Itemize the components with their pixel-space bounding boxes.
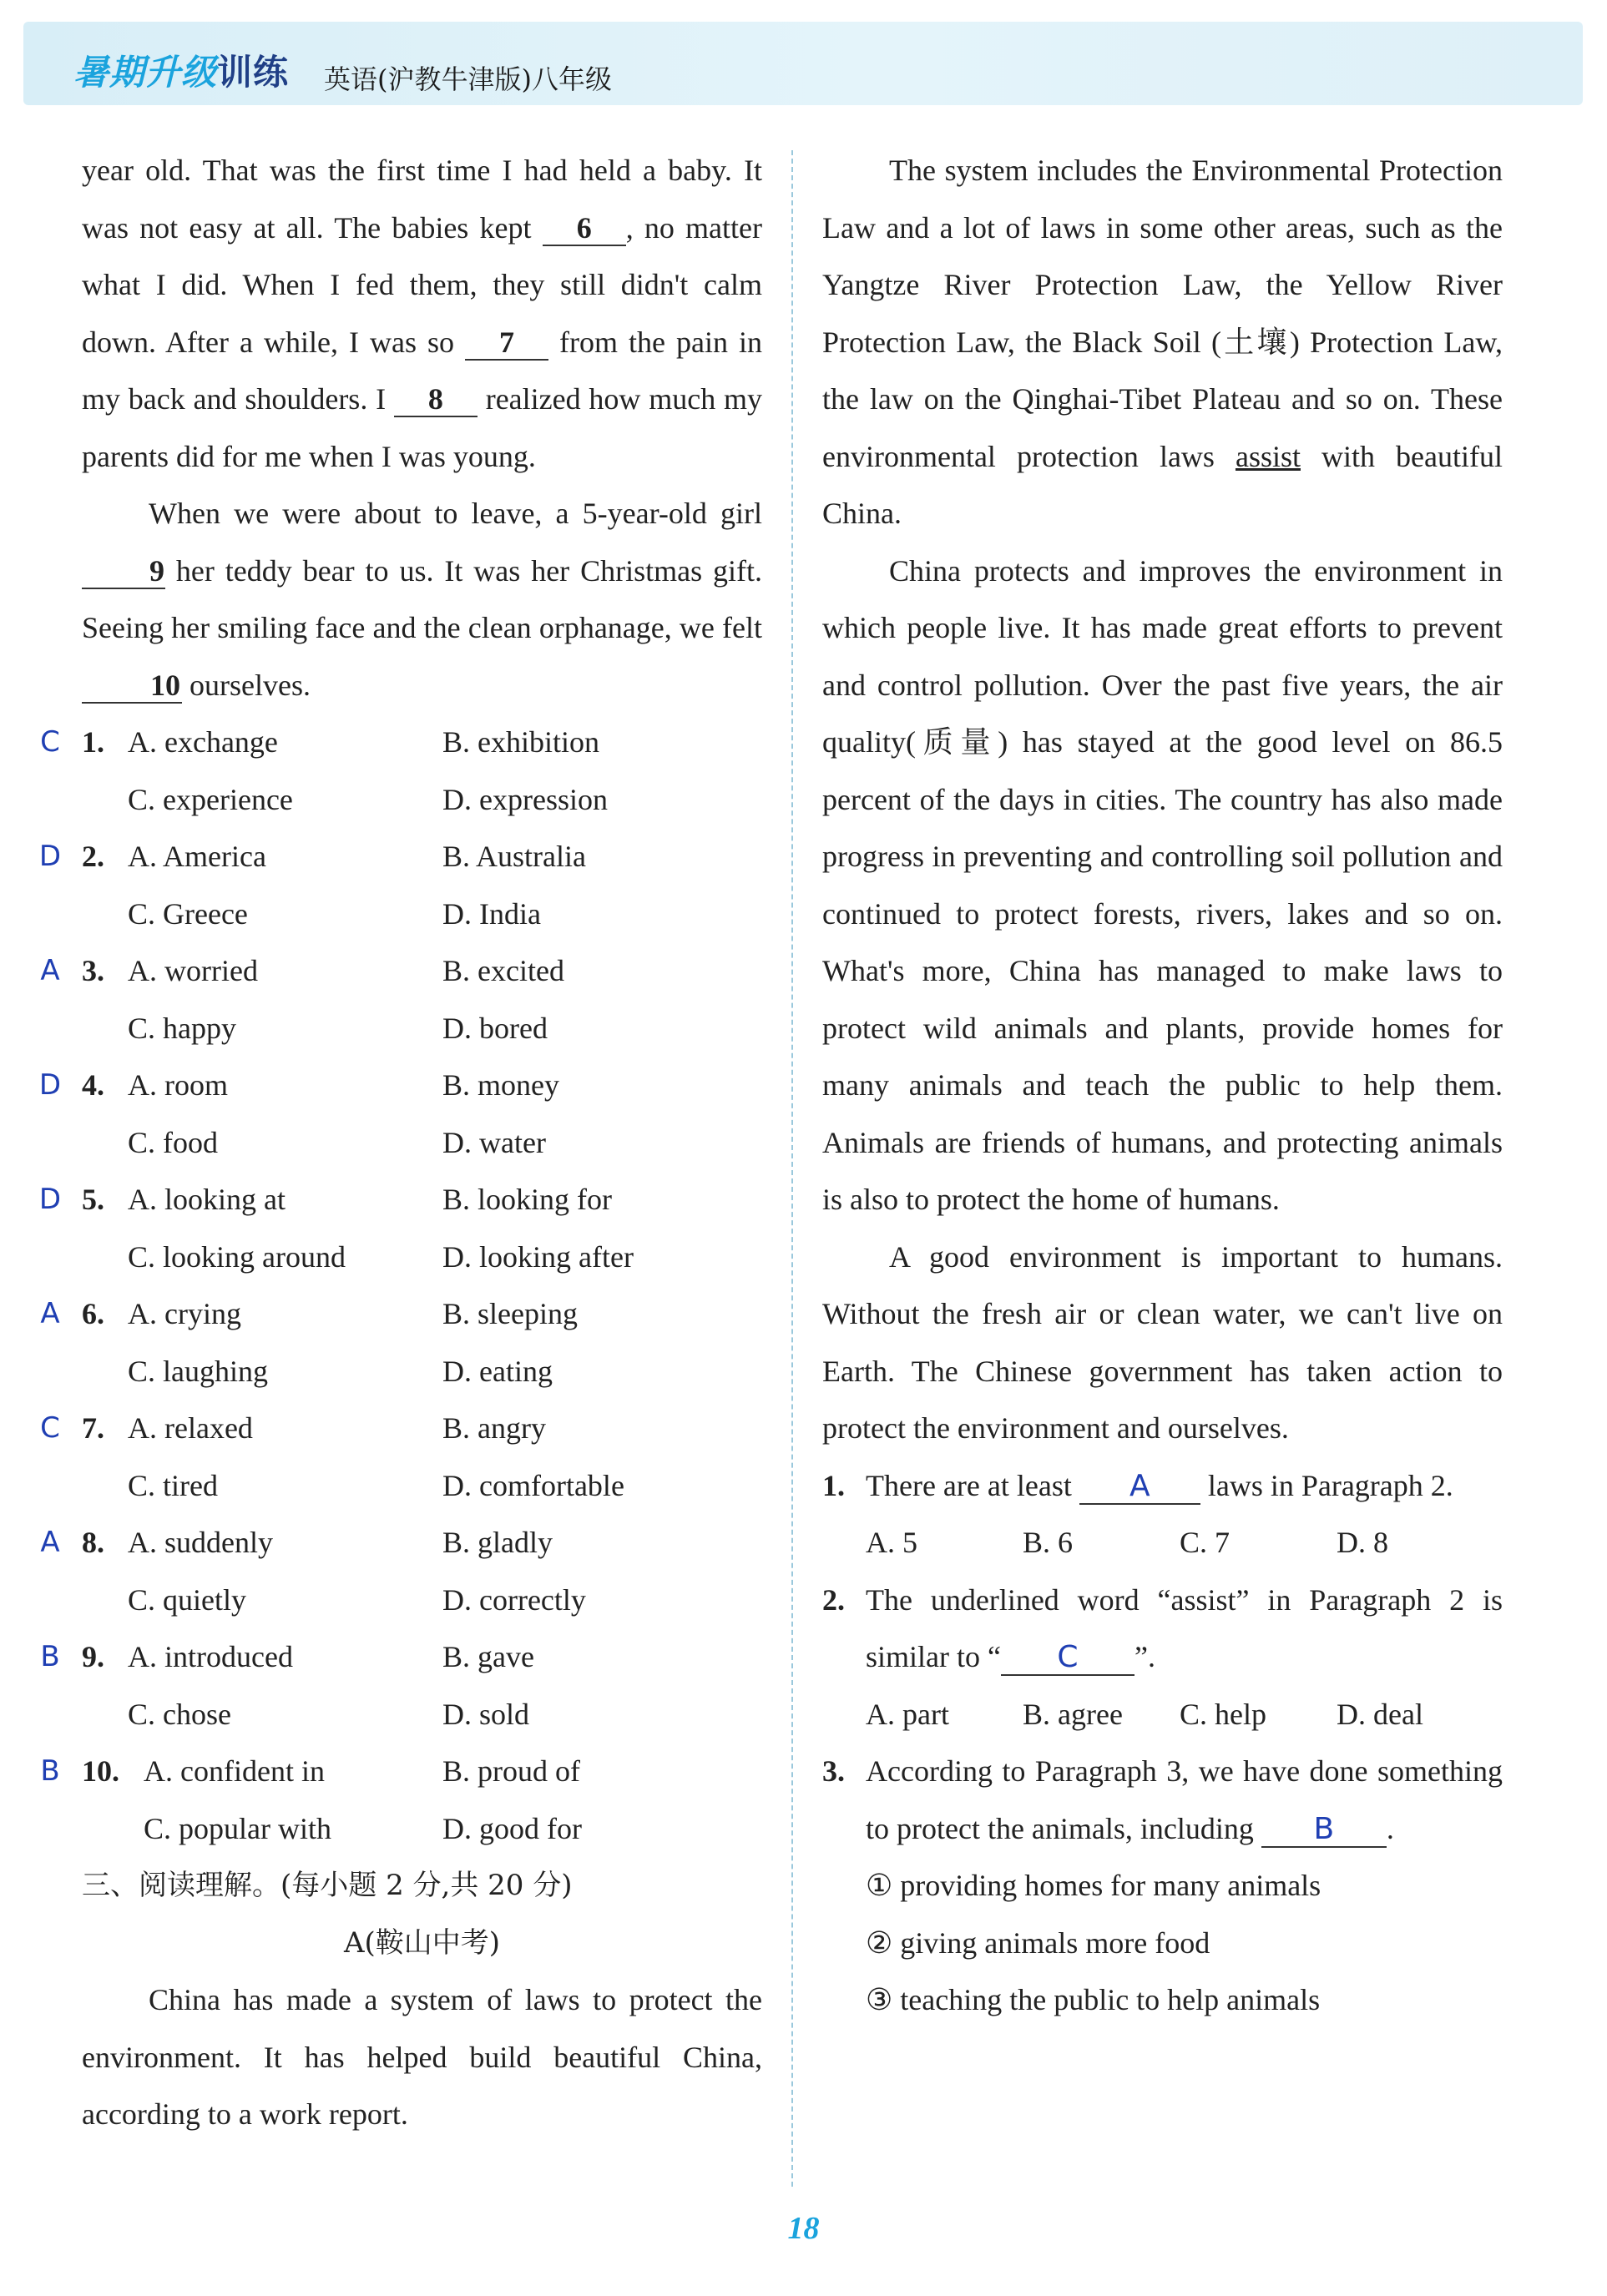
option-d: D. India [442, 896, 541, 931]
cloze-paragraph-2 [82, 485, 762, 714]
question-number: 2. [82, 840, 104, 873]
cloze-question-1 [40, 714, 762, 771]
cloze-paragraph-1 [82, 142, 762, 485]
answer-mark: A [40, 1297, 60, 1330]
cloze-question-9 [40, 1628, 762, 1686]
reading-paragraph-3: China protects and improves the environment in which people live. It has made great efforts to prevent and control pollution. Over the past five years, the air quality(质量) has stayed at the good level on 86.5 percent of the days in cities. The country has also made progress in preventing and controlling soil pollution and continued to protect forests, rivers, lakes and so on. What's more, China has managed to make laws to protect wild animals and plants, provide homes for many animals and teach the public to help them. Animals are friends of humans, and protecting animals is also to protect the home of humans. [822, 553, 1503, 1216]
cloze-question-4-row-2 [82, 1114, 762, 1172]
text: The system includes the Environmental Protection Law and a lot of laws in some other areas, such as the Yangtze River Protection Law, the Yellow River Protection Law, the Black Soil (土壤) Protection Law, the law on the Qinghai-Tibet Plateau and so on. These environmental protection laws [822, 154, 1503, 473]
option-d: D. good for [442, 1811, 582, 1845]
answer-mark: C [40, 1411, 60, 1445]
question-number: 4. [82, 1068, 104, 1102]
option-a: A. suddenly [128, 1526, 273, 1559]
text: ourselves. [182, 668, 311, 702]
question-number: 10. [82, 1754, 119, 1788]
option-a: A. worried [128, 954, 258, 987]
brand-logo [73, 45, 289, 95]
cloze-question-list [38, 714, 762, 1857]
option-d: D. looking after [442, 1239, 634, 1274]
page-number: 18 [787, 2211, 820, 2246]
option-d: D. eating [442, 1354, 553, 1388]
text: , no matter what I did. When I fed them, they still didn't calm down. After a while, I was so [82, 210, 763, 359]
section-title: 三、阅读理解。(每小题 2 分,共 20 分) [82, 1869, 573, 1902]
reading-question-3 [822, 1743, 1503, 1857]
option-b: B. excited [442, 954, 564, 987]
option-a: A. exchange [128, 725, 278, 759]
question-3-item-1: ① providing homes for many animals [866, 1869, 1321, 1902]
cloze-question-6 [40, 1285, 762, 1343]
answer-blank [1001, 1640, 1135, 1676]
reading-paragraph-2 [822, 142, 1503, 542]
question-text: The underlined word “assist” in Paragraph 2 is similar to “ [866, 1582, 1503, 1673]
answer-mark: C [40, 725, 60, 759]
filled-answer: A [1129, 1468, 1150, 1503]
question-text: laws in Paragraph 2. [1200, 1468, 1453, 1502]
choice: B. 6 [1023, 1526, 1074, 1559]
cloze-question-2 [38, 828, 762, 886]
reading-question-2 [822, 1572, 1503, 1686]
option-c: C. popular with [144, 1811, 331, 1845]
option-c: C. happy [128, 1011, 236, 1045]
option-d: D. expression [442, 782, 608, 816]
question-number: 5. [82, 1183, 104, 1216]
question-text: According to Paragraph 3, we have done something to protect the animals, including [866, 1754, 1503, 1845]
underlined-word: assist [1235, 439, 1301, 473]
question-number: 9. [82, 1640, 104, 1673]
cloze-question-6-row-2 [82, 1343, 762, 1400]
filled-answer: C [1057, 1640, 1079, 1674]
cloze-question-7-row-2 [82, 1457, 762, 1515]
answer-mark: D [38, 1068, 62, 1102]
cloze-question-3-row-2 [82, 1000, 762, 1057]
option-c: C. quietly [128, 1582, 246, 1617]
answer-mark: B [40, 1754, 60, 1788]
choice: D. 8 [1337, 1526, 1388, 1559]
filled-answer: B [1313, 1811, 1335, 1846]
text: with beautiful China. [822, 439, 1503, 530]
option-b: B. gave [442, 1640, 534, 1673]
option-a: A. room [128, 1068, 228, 1102]
blank-9: 9 [82, 554, 165, 589]
option-d: D. bored [442, 1011, 548, 1045]
cloze-question-7 [40, 1400, 762, 1457]
option-d: D. sold [442, 1697, 530, 1731]
blank-10: 10 [82, 669, 182, 704]
text: When we were about to leave, a 5-year-old girl [149, 497, 762, 530]
option-d: D. water [442, 1125, 546, 1159]
cloze-question-8 [40, 1514, 762, 1572]
text: year old. That was the first time I had held a baby. It was not easy at all. The babies kept [82, 154, 762, 245]
text: realized how much my parents did for me when I was young. [82, 382, 763, 473]
question-text: ”. [1134, 1640, 1155, 1673]
blank-7: 7 [465, 325, 548, 361]
passage-label: A(鞍山中考) [343, 1925, 501, 1960]
brand-text-b: 训练 [217, 52, 290, 93]
answer-mark: D [38, 1183, 62, 1216]
answer-mark: B [40, 1640, 60, 1673]
cloze-question-9-row-2 [82, 1686, 762, 1743]
question-number: 1. [822, 1468, 845, 1502]
reading-question-1 [822, 1457, 1503, 1515]
option-a: A. crying [128, 1297, 241, 1330]
option-c: C. Greece [128, 896, 248, 931]
cloze-question-10 [40, 1743, 762, 1800]
cloze-question-8-row-2 [82, 1572, 762, 1629]
cloze-question-10-row-2 [82, 1800, 762, 1858]
option-c: C. food [128, 1125, 218, 1159]
blank-6: 6 [543, 211, 626, 246]
cloze-question-5-row-2 [82, 1229, 762, 1286]
option-b: B. proud of [442, 1754, 580, 1788]
choice: B. agree [1023, 1697, 1123, 1731]
answer-mark: A [40, 954, 60, 987]
column-divider [791, 150, 793, 2187]
option-d: D. comfortable [442, 1468, 624, 1502]
question-number: 3. [822, 1754, 845, 1788]
question-number: 6. [82, 1297, 104, 1330]
option-c: C. tired [128, 1468, 218, 1502]
cloze-question-5 [38, 1171, 762, 1229]
option-c: C. laughing [128, 1354, 268, 1388]
question-number: 8. [82, 1526, 104, 1559]
question-number: 1. [82, 725, 104, 759]
question-number: 3. [82, 954, 104, 987]
option-b: B. money [442, 1068, 559, 1102]
option-a: A. relaxed [128, 1411, 253, 1445]
cloze-question-1-row-2 [82, 771, 762, 829]
left-column [38, 142, 763, 2143]
reading-paragraph-4: A good environment is important to humans. Without the fresh air or clean water, we can't live on Earth. The Chinese government has taken action to protect the environment and ourselves. [822, 1239, 1503, 1445]
cloze-question-2-row-2 [82, 886, 762, 943]
cloze-question-3 [40, 942, 762, 1000]
blank-8: 8 [394, 382, 478, 417]
answer-mark: D [38, 840, 62, 873]
subject-title: 英语(沪教牛津版)八年级 [324, 63, 612, 95]
text: her teddy bear to us. It was her Christmas gift. Seeing her smiling face and the clean orphanage, we felt [82, 553, 762, 644]
question-3-item-3: ③ teaching the public to help animals [866, 1983, 1321, 2016]
question-number: 2. [822, 1582, 845, 1617]
option-b: B. sleeping [442, 1297, 578, 1330]
text: from the pain in my back and shoulders. I [82, 325, 762, 416]
answer-blank [1261, 1812, 1387, 1848]
choice: C. help [1180, 1697, 1266, 1731]
option-c: C. looking around [128, 1239, 346, 1274]
choice: D. deal [1337, 1697, 1423, 1731]
question-number: 7. [82, 1411, 104, 1445]
option-b: B. Australia [442, 840, 586, 873]
question-text: There are at least [866, 1468, 1079, 1502]
option-b: B. angry [442, 1411, 546, 1445]
option-b: B. looking for [442, 1183, 612, 1216]
choice: A. 5 [866, 1526, 917, 1559]
choice: A. part [866, 1697, 949, 1731]
question-2-choices [822, 1686, 1503, 1743]
right-column [822, 142, 1503, 2029]
cloze-question-4 [38, 1057, 762, 1114]
page-header [23, 22, 1583, 105]
question-1-choices [822, 1514, 1503, 1572]
option-a: A. America [128, 840, 266, 873]
brand-text-a: 暑期升级 [73, 52, 218, 93]
reading-paragraph-1: China has made a system of laws to protect the environment. It has helped build beautiful China, according to a work report. [82, 1983, 762, 2131]
option-b: B. gladly [442, 1526, 553, 1559]
option-a: A. looking at [128, 1183, 286, 1216]
option-a: A. introduced [128, 1640, 293, 1673]
option-b: B. exhibition [442, 725, 599, 759]
answer-mark: A [40, 1526, 60, 1559]
option-c: C. chose [128, 1697, 231, 1731]
option-d: D. correctly [442, 1582, 586, 1617]
answer-blank [1079, 1469, 1200, 1505]
question-3-item-2: ② giving animals more food [866, 1925, 1210, 1960]
option-c: C. experience [128, 782, 293, 816]
question-text: . [1386, 1811, 1394, 1845]
choice: C. 7 [1180, 1526, 1231, 1559]
option-a: A. confident in [144, 1754, 325, 1788]
